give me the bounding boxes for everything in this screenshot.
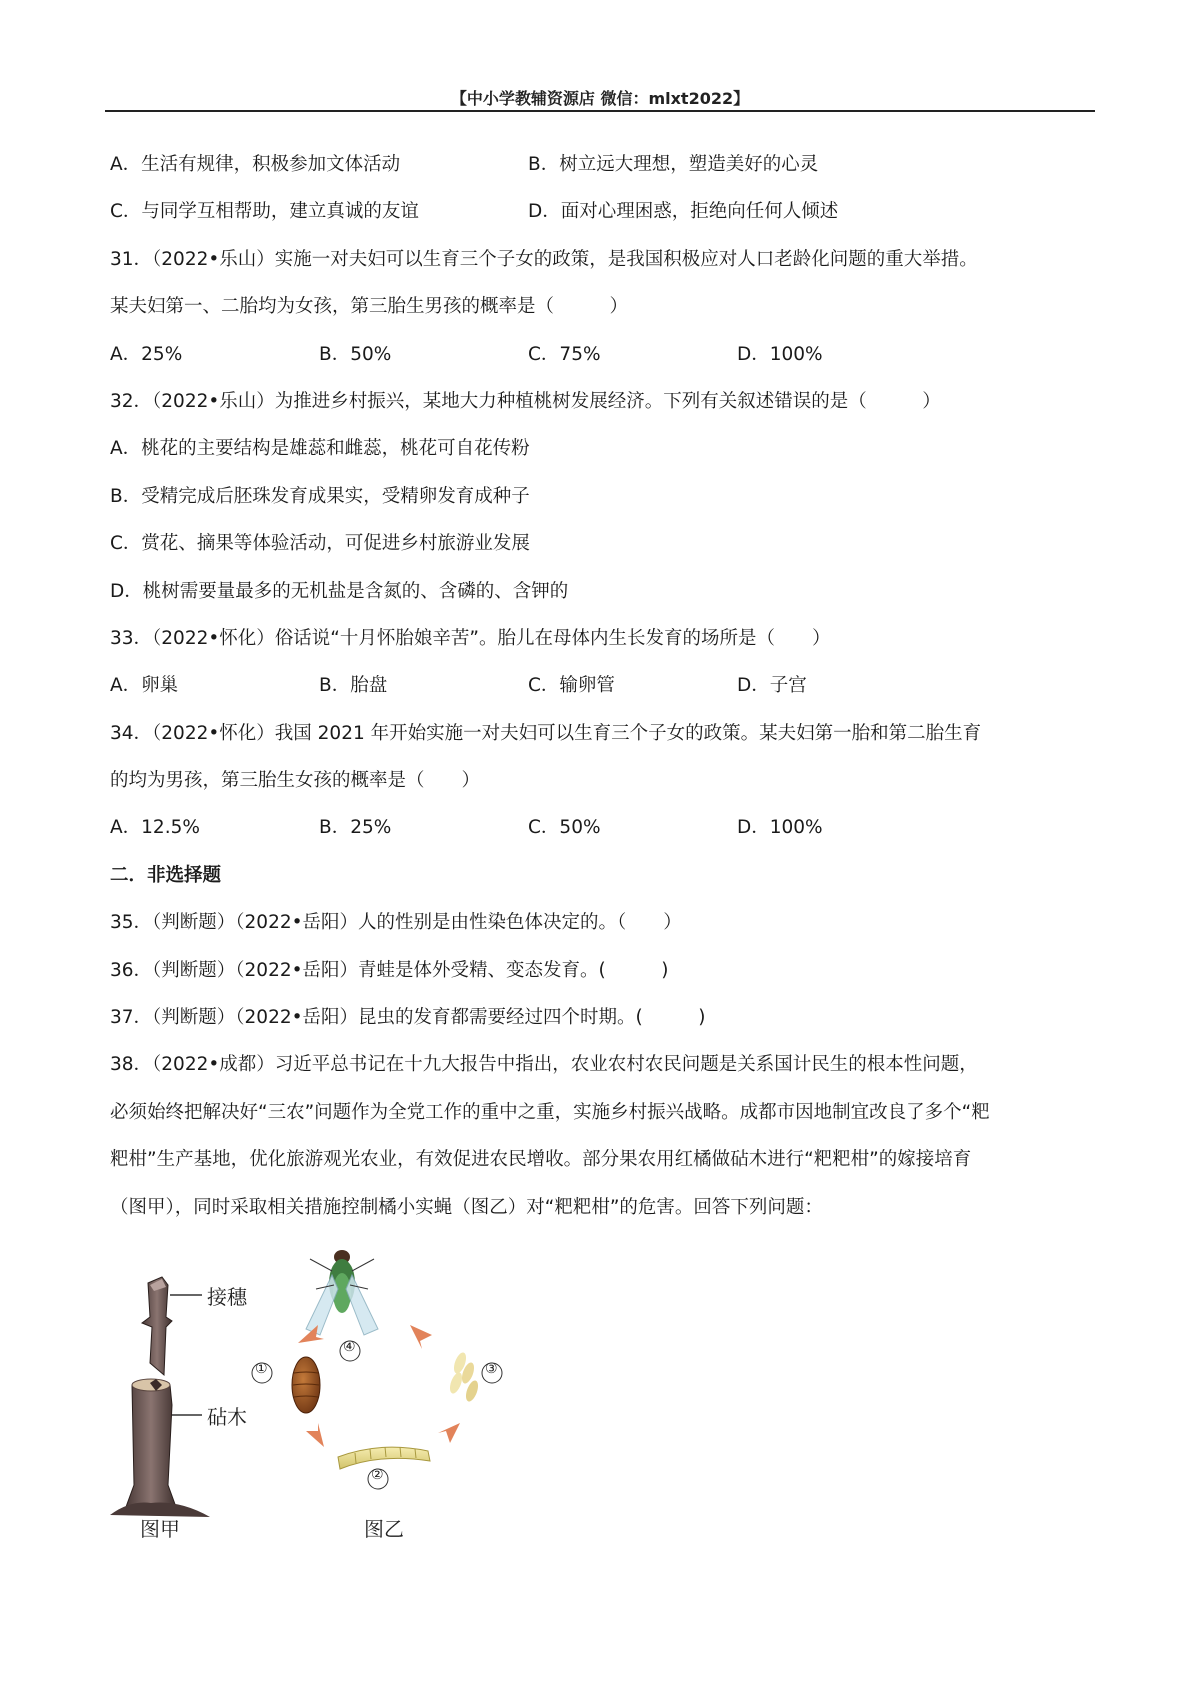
q36-stem: 36．（判断题）（2022•岳阳）青蛙是体外受精、变态发育。( ) [110,959,669,981]
q34-option-d: D．100% [737,817,823,839]
q34-options [110,813,1095,860]
section-title: 二．非选择题 [110,864,222,886]
q30-options-row-1 [110,150,1095,197]
q31-option-c: C．75% [528,343,601,365]
q33-stem: 33．（2022•怀化）俗话说“十月怀胎娘辛苦”。胎儿在母体内生长发育的场所是（ ） [110,627,831,649]
q33-options [110,671,1095,718]
page-header: 【中小学教辅资源店 微信：mlxt2022】 [450,89,750,108]
grafting-and-lifecycle-illustration [110,1245,550,1545]
q34-option-a: A．12.5% [110,817,200,839]
stage-label-4: ④ [343,1339,356,1355]
q31-option-b: B．50% [319,343,392,365]
q31-stem-line-2: 某夫妇第一、二胎均为女孩，第三胎生男孩的概率是（ ） [110,296,629,318]
q37-stem: 37．（判断题）（2022•岳阳）昆虫的发育都需要经过四个时期。( ) [110,1007,706,1029]
cycle-arrows [298,1325,460,1447]
q33-option-c: C．输卵管 [528,675,615,697]
q30-option-c: C．与同学互相帮助，建立真诚的友谊 [110,201,419,223]
q38-stem-line-1: 38．（2022•成都）习近平总书记在十九大报告中指出，农业农村农民问题是关系国计民生的根本性问题， [110,1054,978,1076]
q31-options [110,340,1095,387]
header-rule [105,110,1095,112]
eggs [448,1351,481,1403]
q32-option-c: C．赏花、摘果等体验活动，可促进乡村旅游业发展 [110,533,530,555]
stage-label-3: ③ [485,1361,498,1377]
q34-option-c: C．50% [528,817,601,839]
q34-stem-line-2: 的均为男孩，第三胎生女孩的概率是（ ） [110,770,481,792]
q38-stem-line-4: （图甲），同时采取相关措施控制橘小实蝇（图乙）对“粑粑柑”的危害。回答下列问题： [110,1196,823,1218]
q30-option-a: A．生活有规律，积极参加文体活动 [110,154,401,175]
q35-stem: 35．（判断题）（2022•岳阳）人的性别是由性染色体决定的。（ ） [110,912,682,934]
q31-stem-line-1: 31．（2022•乐山）实施一对夫妇可以生育三个子女的政策，是我国积极应对人口老龄化问题的重大举措。 [110,248,978,270]
q32-option-b: B．受精完成后胚珠发育成果实，受精卵发育成种子 [110,485,530,507]
figure-yi-caption: 图乙 [364,1517,404,1541]
q33-option-b: B．胎盘 [319,675,388,697]
question-content [110,150,1095,1240]
q38-stem-line-3: 粑柑”生产基地，优化旅游观光农业，有效促进农民增收。部分果农用红橘做砧木进行“粑粑柑”的嫁接培育 [110,1149,972,1171]
q31-option-d: D．100% [737,343,823,365]
rootstock-shape [126,1379,176,1507]
scion-label: 接穗 [207,1285,247,1309]
q33-option-a: A．卵巢 [110,675,179,697]
q30-option-d: D．面对心理困惑，拒绝向任何人倾述 [528,201,839,223]
scion-shape [142,1277,172,1375]
q32-option-a: A．桃花的主要结构是雄蕊和雌蕊，桃花可自花传粉 [110,438,530,460]
q33-option-d: D．子宫 [737,675,807,697]
rootstock-label: 砧木 [207,1405,247,1429]
stage-label-1: ① [255,1361,268,1377]
q38-figure [110,1245,550,1545]
q31-option-a: A．25% [110,343,183,365]
q32-stem: 32．（2022•乐山）为推进乡村振兴，某地大力种植桃树发展经济。下列有关叙述错误的是（ ） [110,390,941,412]
q34-stem-line-1: 34．（2022•怀化）我国 2021 年开始实施一对夫妇可以生育三个子女的政策。某夫妇第一胎和第二胎生育 [110,722,982,744]
larva [338,1447,430,1469]
q34-option-b: B．25% [319,817,392,839]
q32-option-d: D．桃树需要量最多的无机盐是含氮的、含磷的、含钾的 [110,580,569,602]
q38-stem-line-2: 必须始终把解决好“三农”问题作为全党工作的重中之重，实施乡村振兴战略。成都市因地制宜改良了多个“粑 [110,1101,990,1123]
pupa [292,1357,320,1413]
figure-jia-caption: 图甲 [140,1517,180,1541]
adult-fly [306,1250,378,1335]
q30-options-row-2 [110,197,1095,244]
stage-label-2: ② [371,1467,384,1483]
q30-option-b: B．树立远大理想，塑造美好的心灵 [528,154,819,175]
